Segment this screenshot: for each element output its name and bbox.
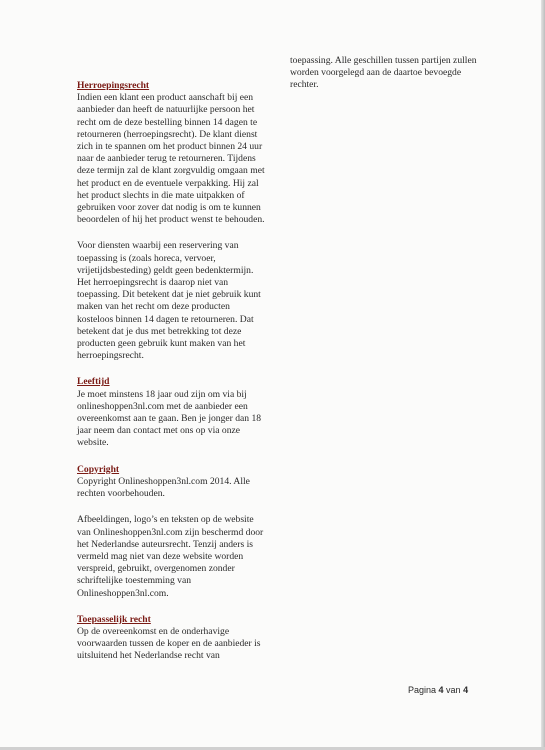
heading-leeftijd: Leeftijd: [77, 376, 110, 388]
page-number: [408, 685, 468, 695]
page-number-current: 4: [438, 685, 444, 695]
leeftijd-paragraph: Je moet minstens 18 jaar oud zijn om via bij onlineshoppen3nl.com met de aanbieder een overeenkomst aan te gaan. Ben je jonger dan 18 jaar neem dan contact met ons op via onze website.: [77, 388, 262, 449]
herroepingsrecht-paragraph-2: Voor diensten waarbij een reservering van toepassing is (zoals horeca, vervoer, vrijetijdsbesteding) geldt geen bedenktermijn. Het herroepingsrecht is daarop niet van toepassing. Dit betekent dat je niet gebruik kunt maken van het recht om deze producten kosteloos binnen 14 dagen te retourneren. Dat betekent dat je dus met betrekking tot deze producten geen gebruik kunt maken van het herroepingsrecht.: [77, 240, 261, 362]
copyright-paragraph-2: Afbeeldingen, logo’s en teksten op de website van Onlineshoppen3nl.com zijn beschermd door het Nederlandse auteursrecht. Tenzij anders is vermeld mag niet van deze website worden verspreid, gebruikt, overgenomen zonder schriftelijke toestemming van Onlineshoppen3nl.com.: [77, 514, 264, 599]
right-column: [290, 55, 490, 92]
page-number-middle: van: [443, 685, 464, 695]
page-number-prefix: Pagina: [408, 685, 439, 695]
heading-toepasselijk-recht: Toepasselijk recht: [77, 613, 151, 625]
page-number-total: 4: [463, 685, 469, 695]
right-column-paragraph: toepassing. Alle geschillen tussen partijen zullen worden voorgelegd aan de daartoe bevoegde rechter.: [290, 55, 477, 91]
copyright-paragraph-1: Copyright Onlineshoppen3nl.com 2014. Alle rechten voorbehouden.: [77, 475, 250, 500]
heading-copyright: Copyright: [77, 463, 120, 475]
toepasselijk-recht-paragraph: Op de overeenkomst en de onderhavige voorwaarden tussen de koper en de aanbieder is uitsluitend het Nederlandse recht van: [77, 625, 261, 662]
scan-edge-right: [541, 0, 545, 750]
heading-herroepingsrecht: Herroepingsrecht: [77, 80, 150, 91]
left-column: [77, 80, 267, 663]
herroepingsrecht-paragraph-1: Indien een klant een product aanschaft bij een aanbieder dan heeft de natuurlijke persoon het recht om de deze bestelling binnen 14 dagen te retourneren (herroepingsrecht). De klant dienst zich in te spannen om het product binnen 24 uur naar de aanbieder terug te retourneren. Tijdens deze termijn zal de klant zorgvuldig omgaan met het product en de eventuele verpakking. Hij zal het product slechts in die mate uitpakken of gebruiken voor zover dat nodig is om te kunnen beoordelen of hij het product wenst te behouden.: [77, 92, 265, 226]
